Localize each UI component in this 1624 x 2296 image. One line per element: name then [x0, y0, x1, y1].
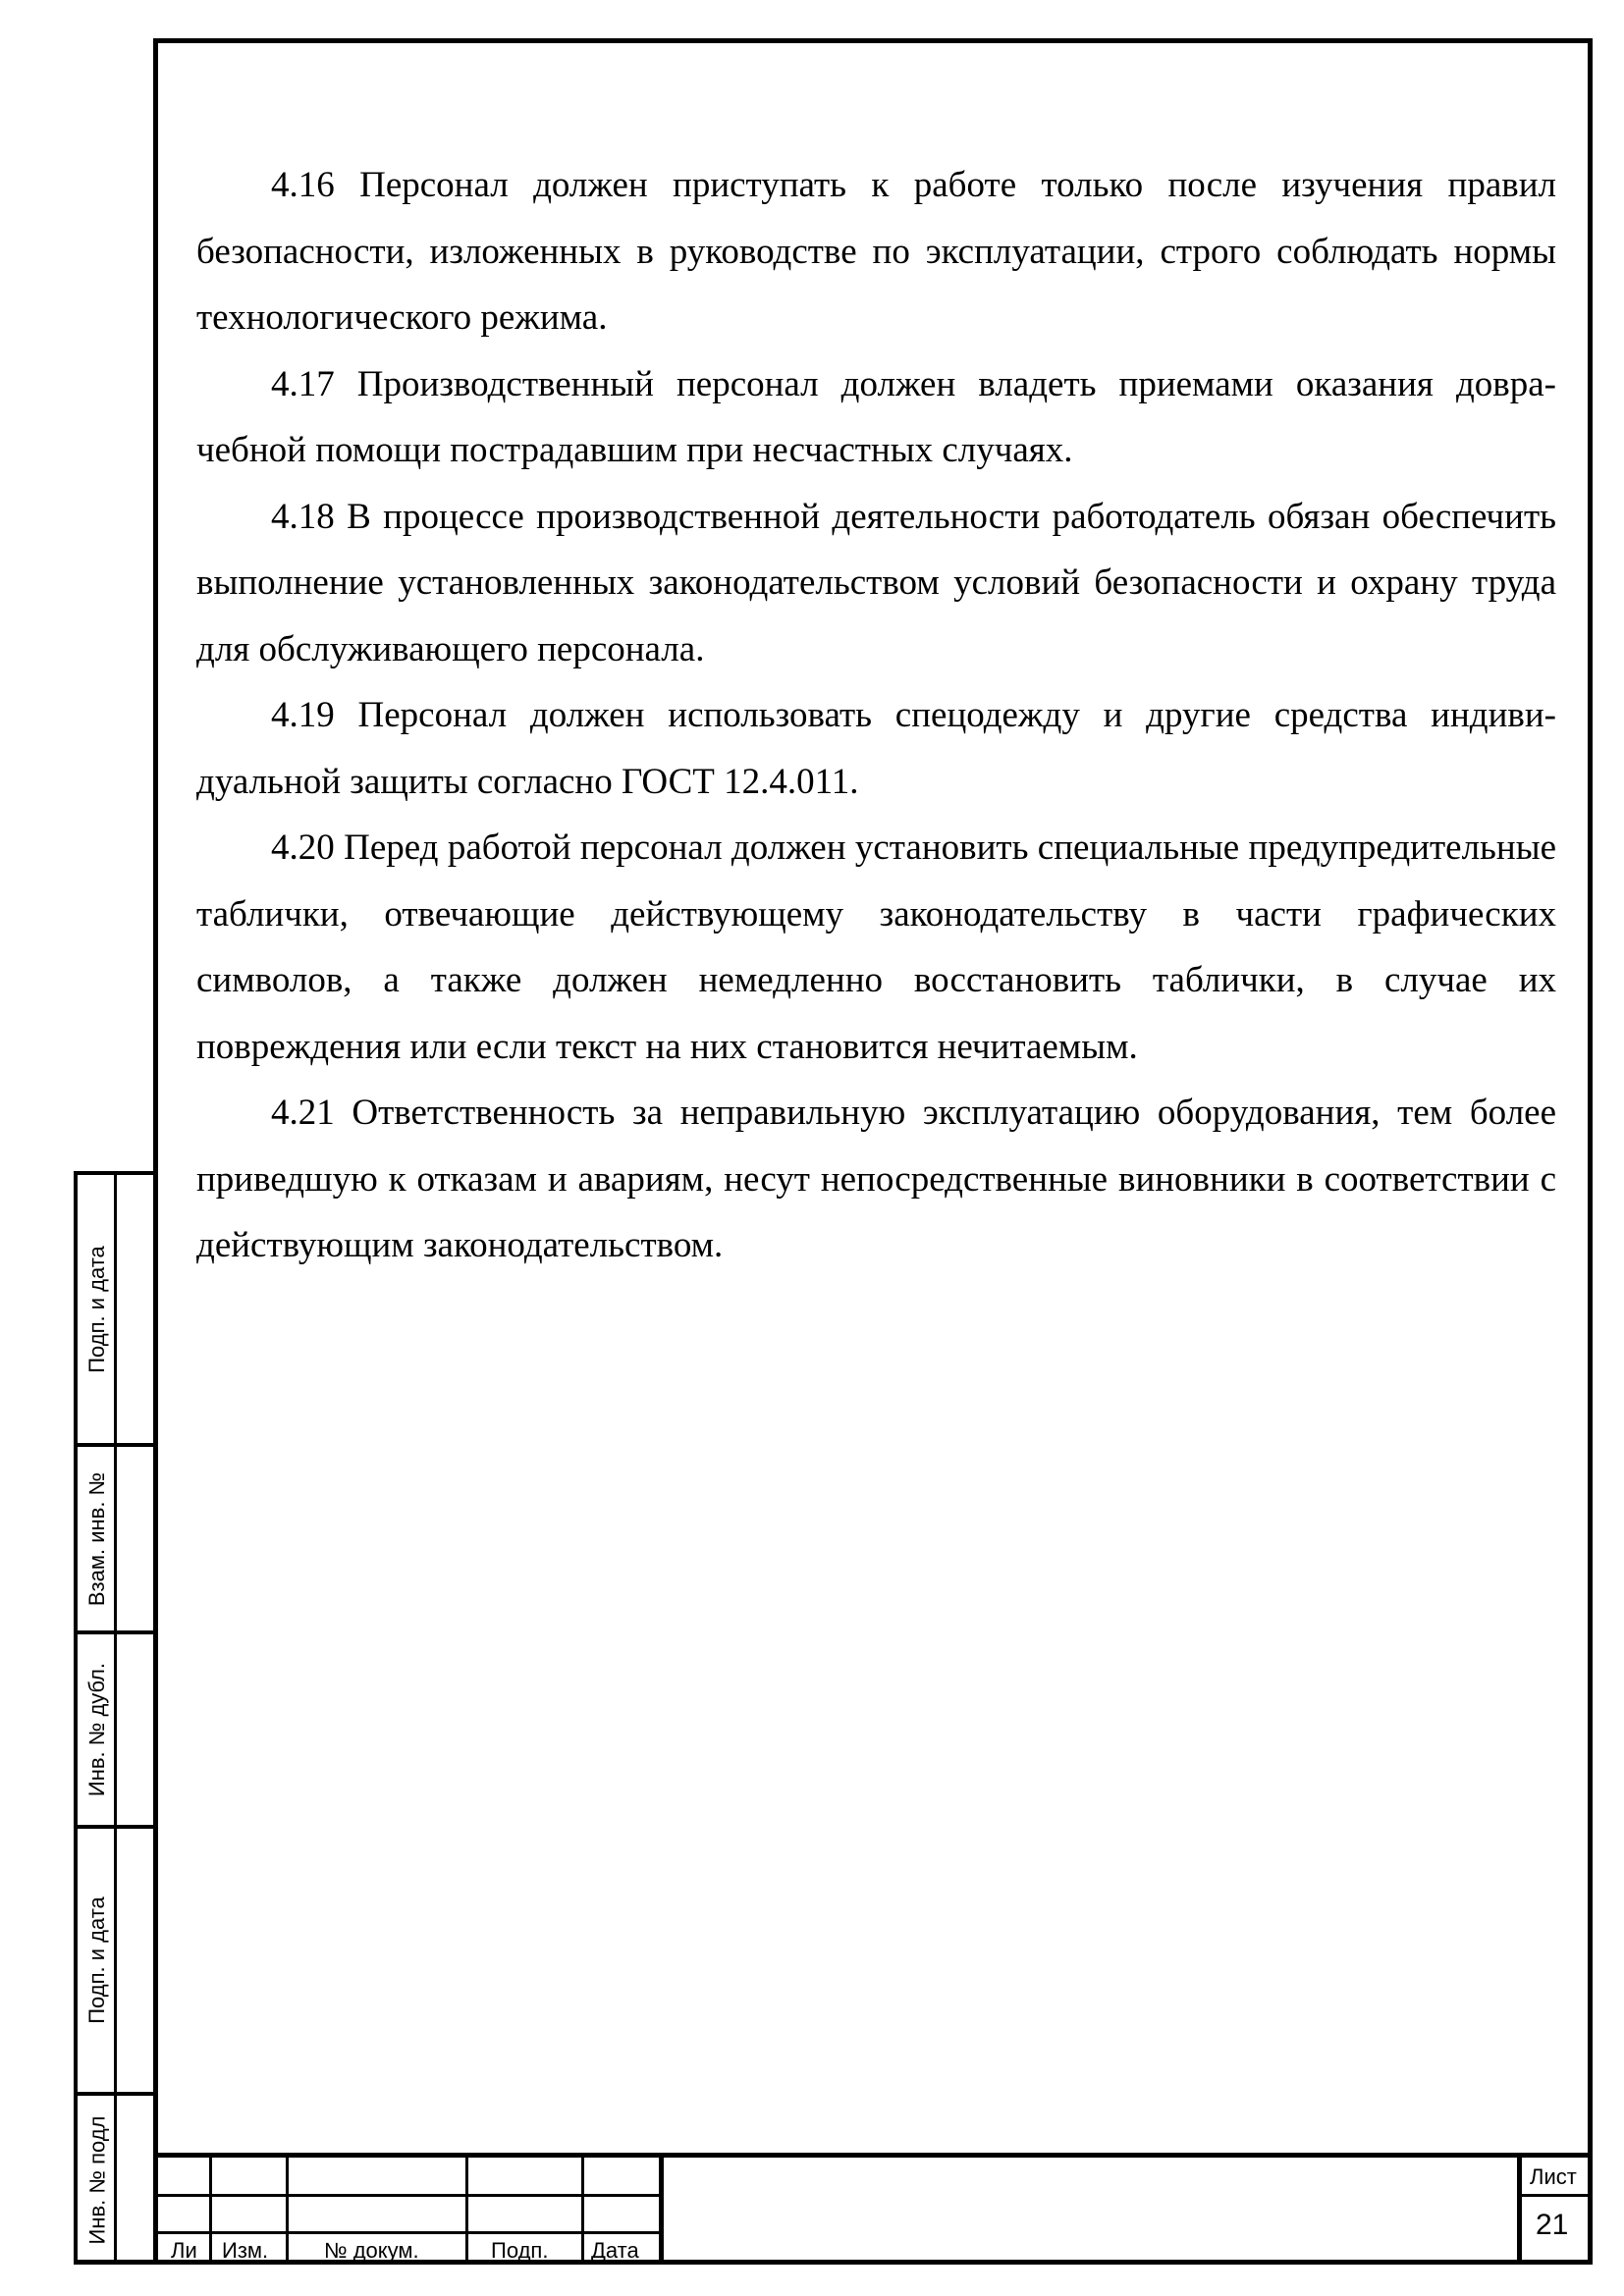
sheet-label: Лист	[1530, 2164, 1577, 2189]
title-block-row-line	[1517, 2194, 1588, 2197]
side-label-duplicate-inv: Инв. № дубл.	[84, 1662, 110, 1797]
side-cell-signature-date-2	[78, 1829, 117, 2092]
title-block-row-line	[153, 2194, 661, 2197]
title-block-column-line	[209, 2158, 212, 2265]
side-cell-duplicate-inv	[78, 1634, 117, 1825]
side-label-replacement-inv: Взам. инв. №	[84, 1471, 110, 1606]
title-block-row-line	[153, 2231, 661, 2234]
title-block-column-line	[1517, 2158, 1522, 2265]
paragraph-4-21: 4.21 Ответственность за неправильную эксплуатацию оборудования, тем более приведшую к отказам и авариям, несут непосредственные виновники в соответствии с действующим законодательством.	[196, 1093, 1556, 1265]
side-label-original-inv: Инв. № подл	[84, 2115, 109, 2244]
col-label-li: Ли	[171, 2238, 197, 2263]
title-block-column-line	[581, 2158, 584, 2265]
paragraph-4-18: 4.18 В процессе производственной деятельности работодатель обязан обеспечить выполнение установленных законодательством условий безопасности и охрану труда для обслуживающего персонала.	[196, 496, 1556, 669]
side-cell-replacement-inv	[78, 1447, 117, 1630]
paragraph-4-16: 4.16 Персонал должен приступать к работе только после изучения правил безопасности, изложенных в руководстве по эксплуатации, строго соблюдать нормы технологического режима.	[196, 165, 1556, 338]
col-label-podp: Подп.	[491, 2238, 549, 2263]
col-label-doc: № докум.	[324, 2238, 419, 2263]
document-body	[196, 152, 1556, 1279]
side-stamp	[74, 1171, 153, 2265]
side-label-signature-date-1: Подп. и дата	[84, 1245, 109, 1373]
title-block	[153, 2153, 1593, 2265]
col-label-data: Дата	[591, 2238, 639, 2263]
paragraph-4-17: 4.17 Производственный персонал должен владеть приемами оказания доврачебной помощи пострадавшим при несчастных случаях.	[196, 363, 1556, 470]
side-cell-original-inv	[78, 2096, 117, 2264]
sheet-number: 21	[1536, 2209, 1569, 2241]
paragraph-4-19: 4.19 Персонал должен использовать спецодежду и другие средства индивидуальной защиты согласно ГОСТ 12.4.011.	[196, 695, 1556, 802]
title-block-column-line	[286, 2158, 289, 2265]
side-label-signature-date-2: Подп. и дата	[84, 1896, 109, 2024]
title-block-column-line	[465, 2158, 468, 2265]
title-block-column-line	[659, 2158, 664, 2265]
paragraph-4-20: 4.20 Перед работой персонал должен установить специальные предупредительные таблички, отвечающие действующему законодательству в части графических символов, а также должен немедленно восстановить таблички, в случае их повреждения или если текст на них становится нечитаемым.	[196, 828, 1556, 1067]
col-label-izm: Изм.	[222, 2238, 269, 2263]
side-cell-signature-date-1	[78, 1175, 117, 1443]
